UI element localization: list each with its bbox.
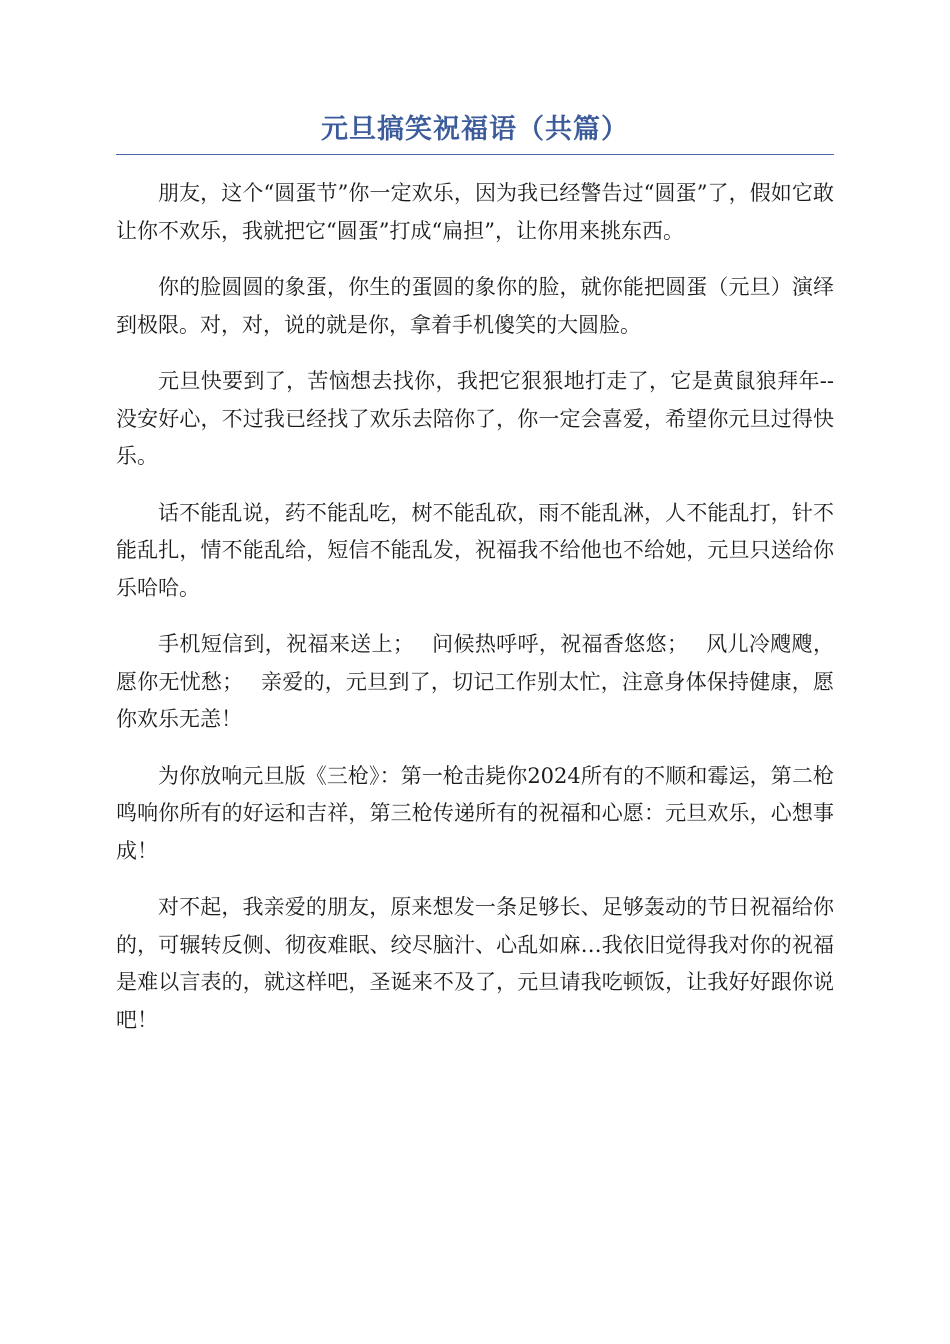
paragraph-5: 手机短信到，祝福来送上； 问候热呼呼，祝福香悠悠； 风儿冷飕飕，愿你无忧愁； 亲爱的，元旦到了，切记工作别太忙，注意身体保持健康，愿你欢乐无恙！ (116, 632, 834, 731)
paragraph-2: 你的脸圆圆的象蛋，你生的蛋圆的象你的脸，就你能把圆蛋（元旦）演绎到极限。对，对，说的就是你，拿着手机傻笑的大圆脸。 (116, 275, 834, 337)
document-page (116, 110, 834, 1058)
paragraph-6: 为你放响元旦版《三枪》：第一枪击毙你2024所有的不顺和霉运，第二枪鸣响你所有的好运和吉祥，第三枪传递所有的祝福和心愿：元旦欢乐，心想事成！ (116, 763, 834, 863)
page-title: 元旦搞笑祝福语（共篇） (116, 110, 834, 155)
paragraph-4: 话不能乱说，药不能乱吃，树不能乱砍，雨不能乱淋，人不能乱打，针不能乱扎，情不能乱给，短信不能乱发，祝福我不给他也不给她，元旦只送给你乐哈哈。 (116, 500, 834, 600)
paragraph-1: 朋友，这个“圆蛋节”你一定欢乐，因为我已经警告过“圆蛋”了，假如它敢让你不欢乐，我就把它“圆蛋”打成“扁担”，让你用来挑东西。 (116, 181, 834, 243)
paragraph-3: 元旦快要到了，苦恼想去找你，我把它狠狠地打走了，它是黄鼠狼拜年--没安好心，不过我已经找了欢乐去陪你了，你一定会喜爱，希望你元旦过得快乐。 (116, 369, 834, 468)
paragraph-7: 对不起，我亲爱的朋友，原来想发一条足够长、足够轰动的节日祝福给你的，可辗转反侧、彻夜难眠、绞尽脑汁、心乱如麻…我依旧觉得我对你的祝福是难以言表的，就这样吧，圣诞来不及了，元旦请我吃顿饭，让我好好跟你说吧！ (116, 895, 834, 1032)
